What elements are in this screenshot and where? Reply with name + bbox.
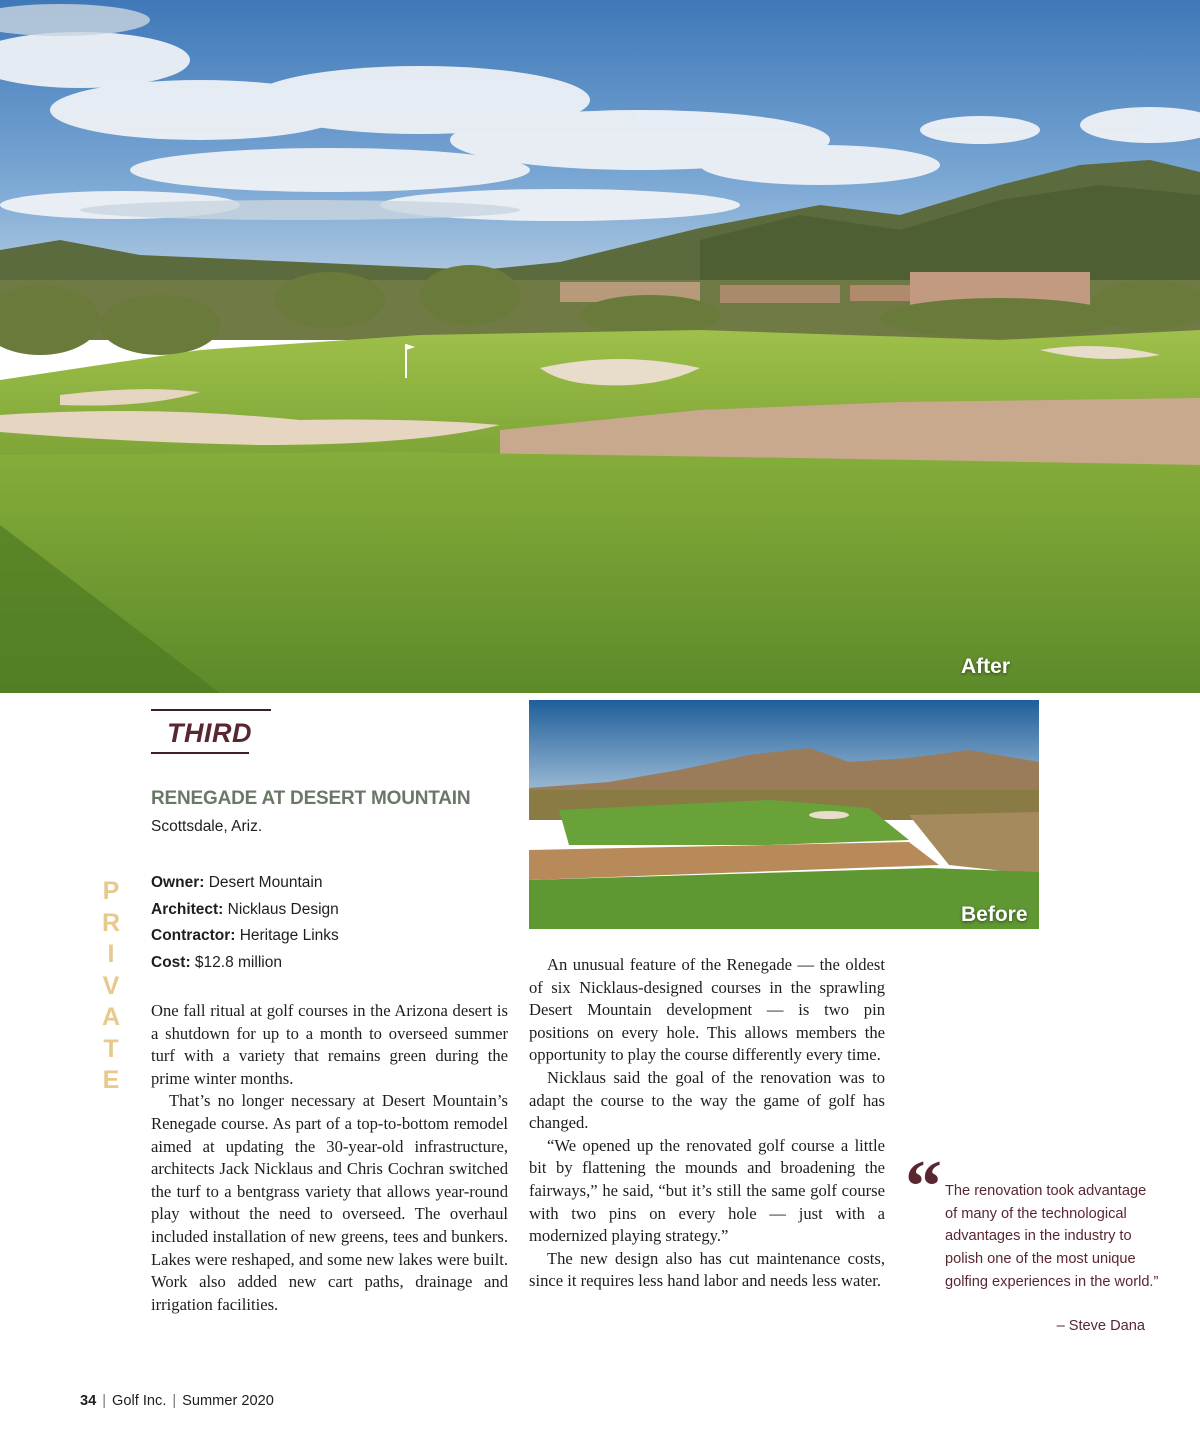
paragraph: An unusual feature of the Renegade — the oldest of six Nicklaus-designed courses in the sprawling Desert Mountain development — is two pin positions on every hole. This allows members the opportunity to play the course differently every time. <box>529 955 885 1065</box>
fact-label: Architect: <box>151 900 224 918</box>
rank-label: THIRD <box>167 718 252 748</box>
fact-value: $12.8 million <box>194 953 282 971</box>
category-vertical-label <box>96 876 126 1097</box>
category-letter: T <box>103 1034 119 1063</box>
publication-name: Golf Inc. <box>112 1393 167 1409</box>
fact-cost <box>151 950 511 977</box>
page-number: 34 <box>80 1393 97 1409</box>
paragraph: The new design also has cut maintenance costs, since it requires less hand labor and needs less water. <box>529 1248 885 1291</box>
fact-value: Desert Mountain <box>208 874 323 891</box>
pull-quote-author: – Steve Dana <box>1056 1318 1145 1334</box>
article-column-1 <box>151 1000 508 1316</box>
fact-contractor <box>151 923 511 950</box>
pull-quote-text: The renovation took advantage of many of the technological advantages in the industry to polish one of the most unique golfing experiences in the world.” <box>945 1183 1159 1290</box>
category-letter: V <box>102 971 120 1000</box>
paragraph: “We opened up the renovated golf course a little bit by flattening the mounds and broadening the fairways,” he said, “but it’s still the same golf course with two pins on every hole — just with a modernized playing strategy.” <box>529 1135 885 1246</box>
footer-separator: | <box>172 1393 177 1409</box>
issue-date: Summer 2020 <box>182 1393 274 1409</box>
fact-label: Contractor: <box>151 927 236 944</box>
category-letter: P <box>102 877 120 905</box>
fact-label: Cost: <box>151 953 191 971</box>
before-label: Before <box>961 903 1028 926</box>
rank-underline <box>151 752 249 754</box>
golf-course-after-illustration <box>0 0 1200 693</box>
golf-course-before-illustration <box>529 700 1039 929</box>
course-facts <box>151 870 511 976</box>
category-letter: E <box>102 1066 120 1094</box>
category-letter: R <box>101 908 121 937</box>
category-letter: I <box>107 940 115 968</box>
quote-mark-icon: “ <box>905 1146 942 1228</box>
after-label: After <box>961 655 1011 678</box>
paragraph: Nicklaus said the goal of the renovation was to adapt the course to the way the game of golf has changed. <box>529 1067 885 1133</box>
fact-value: Heritage Links <box>239 927 339 944</box>
fact-label: Owner: <box>151 874 205 891</box>
fact-value: Nicklaus Design <box>227 900 339 918</box>
fact-owner <box>151 870 511 897</box>
paragraph: One fall ritual at golf courses in the Arizona desert is a shutdown for up to a month to overseed summer turf with a variety that remains green during the prime winter months. <box>151 1001 508 1088</box>
page-footer <box>80 1393 274 1409</box>
article-column-2 <box>529 954 885 1293</box>
fact-architect <box>151 897 511 924</box>
course-name: RENEGADE AT DESERT MOUNTAIN <box>151 788 471 809</box>
rank-top-rule <box>151 709 271 711</box>
footer-separator: | <box>102 1393 107 1409</box>
before-photo <box>529 700 1039 929</box>
after-photo <box>0 0 1200 693</box>
category-letter: A <box>101 1003 121 1031</box>
paragraph: That’s no longer necessary at Desert Mountain’s Renegade course. As part of a top-to-bottom remodel aimed at updating the 30-year-old infrastructure, architects Jack Nicklaus and Chris Cochran switched the turf to a bentgrass variety that allows year-round play without the need to overseed. The overhaul included installation of new greens, tees and bunkers. Lakes were reshaped, and some new lakes were built. Work also added new cart paths, drainage and irrigation facilities. <box>151 1091 508 1314</box>
course-location: Scottsdale, Ariz. <box>151 818 263 835</box>
